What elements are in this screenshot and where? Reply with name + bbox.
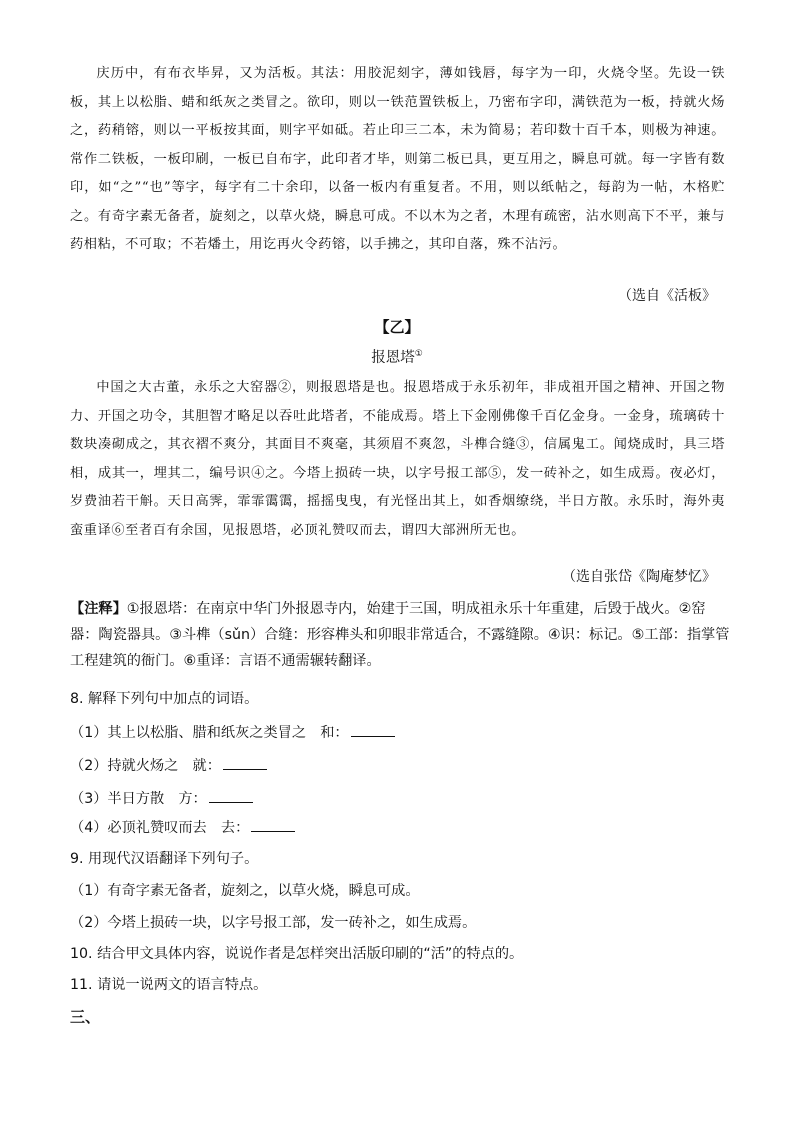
question-9-title: 9. 用现代汉语翻译下列句子。 [70,851,259,867]
question-11: 11. 请说一说两文的语言特点。 [70,977,268,993]
question-8-item-4 [70,817,295,837]
question-8-item-4-text: （4）必顶礼赞叹而去 去： [70,820,250,836]
passage-b-text: 中国之大古董，永乐之大窑器②，则报恩塔是也。报恩塔成于永乐初年，非成祖开国之精神、开国之物力、开国之功令，其胆智才略足以吞吐此塔者，不能成焉。塔上下金刚佛像千百亿金身。一金身，琉璃砖十数块凑砌成之，其衣褶不爽分，其面目不爽毫，其须眉不爽忽，斗榫合缝③，信属鬼工。闻烧成时，具三塔相，成其一，埋其二，编号识④之。今塔上损砖一块，以字号报工部⑤，发一砖补之，如生成焉。夜必灯，岁费油若干斛。天日高霁，霏霏霭霭，摇摇曳曳，有光怪出其上，如香烟缭绕，半日方散。永乐时，海外夷蛮重译⑥至者百有余国，见报恩塔，必顶礼赞叹而去，谓四大部洲所无也。 [70,380,725,538]
passage-b-title-note: ① [414,349,423,360]
annotations [70,596,730,674]
question-9-item-2: （2）今塔上损砖一块，以字号报工部，发一砖补之，如生成焉。 [70,915,477,931]
question-8-item-2 [70,755,267,775]
passage-b-source: （选自张岱《陶庵梦忆》 [562,569,716,585]
question-10: 10. 结合甲文具体内容，说说作者是怎样突出活版印刷的“活”的特点的。 [70,946,524,962]
passage-b [70,374,725,545]
annotations-text: ①报恩塔：在南京中华门外报恩寺内，始建于三国，明成祖永乐十年重建，后毁于战火。②窑器：陶瓷器具。③斗榫（sǔn）合缝：形容榫头和卯眼非常适合，不露缝隙。④识：标记。⑤工部：指掌管工程建筑的衙门。⑥重译：言语不通需辗转翻译。 [70,601,730,669]
answer-blank[interactable] [223,757,267,770]
annotations-label: 【注释】 [70,601,127,617]
answer-blank[interactable] [251,819,295,832]
question-8-item-2-text: （2）持就火炀之 就： [70,758,221,774]
question-8-item-3 [70,788,253,808]
answer-blank[interactable] [351,724,395,737]
passage-b-title-text: 报恩塔 [371,350,415,366]
answer-blank[interactable] [209,790,253,803]
section-three-heading: 三、 [70,1008,101,1026]
passage-a [70,60,725,260]
question-9-item-1: （1）有奇字素无备者，旋刻之，以草火烧，瞬息可成。 [70,883,420,899]
question-8-item-3-text: （3）半日方散 方： [70,791,207,807]
question-8-title: 8. 解释下列句中加点的词语。 [70,691,259,707]
passage-b-label: 【乙】 [374,318,420,336]
passage-b-title [0,346,794,367]
question-8-item-1-text: （1）其上以松脂、腊和纸灰之类冒之 和： [70,725,349,741]
question-8-item-1 [70,722,395,742]
passage-a-text: 庆历中，有布衣毕昇，又为活板。其法：用胶泥刻字，薄如钱唇，每字为一印，火烧令坚。先设一铁板，其上以松脂、蜡和纸灰之类冒之。欲印，则以一铁范置铁板上，乃密布字印，满铁范为一板，持就火炀之，药稍镕，则以一平板按其面，则字平如砥。若止印三二本，未为简易；若印数十百千本，则极为神速。常作二铁板，一板印刷，一板已自布字，此印者才毕，则第二板已具，更互用之，瞬息可就。每一字皆有数印，如“之”“也”等字，每字有二十余印，以备一板内有重复者。不用，则以纸帖之，每韵为一帖，木格贮之。有奇字素无备者，旋刻之，以草火烧，瞬息可成。不以木为之者，木理有疏密，沾水则高下不平，兼与药相粘，不可取；不若燔土，用讫再火令药镕，以手拂之，其印自落，殊不沾污。 [70,66,725,252]
passage-a-source: （选自《活板》 [618,288,716,304]
